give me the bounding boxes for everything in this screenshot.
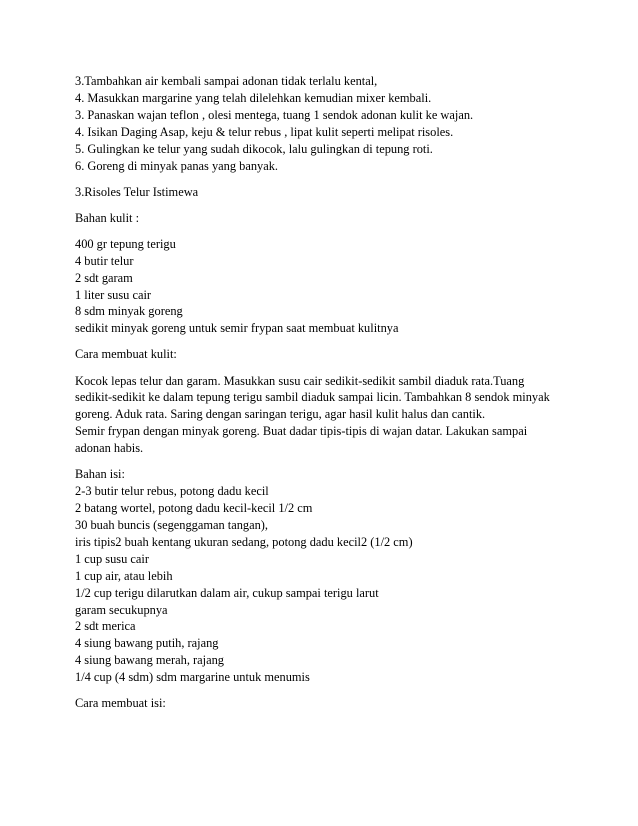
- recipe-title: 3.Risoles Telur Istimewa: [75, 184, 199, 199]
- filling-method-heading: Cara membuat isi:: [75, 696, 166, 711]
- list-item: 2 sdt garam: [75, 270, 133, 285]
- list-item: 3. Panaskan wajan teflon , olesi mentega, tuang 1 sendok adonan kulit ke wajan.: [75, 107, 474, 122]
- list-item: 1/4 cup (4 sdm) sdm margarine untuk menumis: [75, 670, 310, 685]
- filling-ingredients-block: [75, 466, 595, 686]
- skin-method-heading: Cara membuat kulit:: [75, 347, 177, 362]
- list-item: 5. Gulingkan ke telur yang sudah dikocok, lalu gulingkan di tepung roti.: [75, 141, 433, 156]
- skin-ingredients-heading: Bahan kulit :: [75, 210, 140, 225]
- list-item: 4 siung bawang merah, rajang: [75, 653, 224, 668]
- filling-heading: Bahan isi:: [75, 467, 125, 482]
- list-item: 6. Goreng di minyak panas yang banyak.: [75, 158, 279, 173]
- list-item: 400 gr tepung terigu: [75, 236, 176, 251]
- skin-ingredients-list: [75, 236, 595, 337]
- list-item: 1 liter susu cair: [75, 287, 152, 302]
- list-item: 4 butir telur: [75, 253, 134, 268]
- list-item: garam secukupnya: [75, 602, 168, 617]
- list-item: sedikit minyak goreng untuk semir frypan saat membuat kulitnya: [75, 321, 399, 336]
- list-item: 4. Masukkan margarine yang telah dilelehkan kemudian mixer kembali.: [75, 90, 432, 105]
- paragraph-line: adonan habis.: [75, 441, 144, 456]
- paragraph-line: sedikit-sedikit ke dalam tepung terigu sambil diaduk sampai licin. Tambahkan 8 sendok minyak: [75, 390, 550, 405]
- list-item: 8 sdm minyak goreng: [75, 304, 183, 319]
- skin-method-paragraph: [75, 373, 595, 458]
- list-item: 4 siung bawang putih, rajang: [75, 636, 219, 651]
- list-item: iris tipis2 buah kentang ukuran sedang, potong dadu kecil2 (1/2 cm): [75, 534, 413, 549]
- list-item: 2-3 butir telur rebus, potong dadu kecil: [75, 484, 269, 499]
- list-item: 4. Isikan Daging Asap, keju & telur rebus , lipat kulit seperti melipat risoles.: [75, 124, 454, 139]
- paragraph-line: goreng. Aduk rata. Saring dengan saringan terigu, agar hasil kulit halus dan cantik.: [75, 407, 486, 422]
- paragraph-line: Semir frypan dengan minyak goreng. Buat dadar tipis-tipis di wajan datar. Lakukan sampai: [75, 424, 528, 439]
- list-item: 1 cup air, atau lebih: [75, 568, 173, 583]
- document-page: [75, 73, 595, 721]
- list-item: 2 batang wortel, potong dadu kecil-kecil 1/2 cm: [75, 501, 313, 516]
- list-item: 30 buah buncis (segenggaman tangan),: [75, 517, 269, 532]
- steps-top-list: [75, 73, 595, 174]
- list-item: 1/2 cup terigu dilarutkan dalam air, cukup sampai terigu larut: [75, 585, 379, 600]
- list-item: 1 cup susu cair: [75, 551, 149, 566]
- list-item: 2 sdt merica: [75, 619, 136, 634]
- list-item: 3.Tambahkan air kembali sampai adonan tidak terlalu kental,: [75, 74, 378, 88]
- paragraph-line: Kocok lepas telur dan garam. Masukkan susu cair sedikit-sedikit sambil diaduk rata.Tuang: [75, 373, 525, 388]
